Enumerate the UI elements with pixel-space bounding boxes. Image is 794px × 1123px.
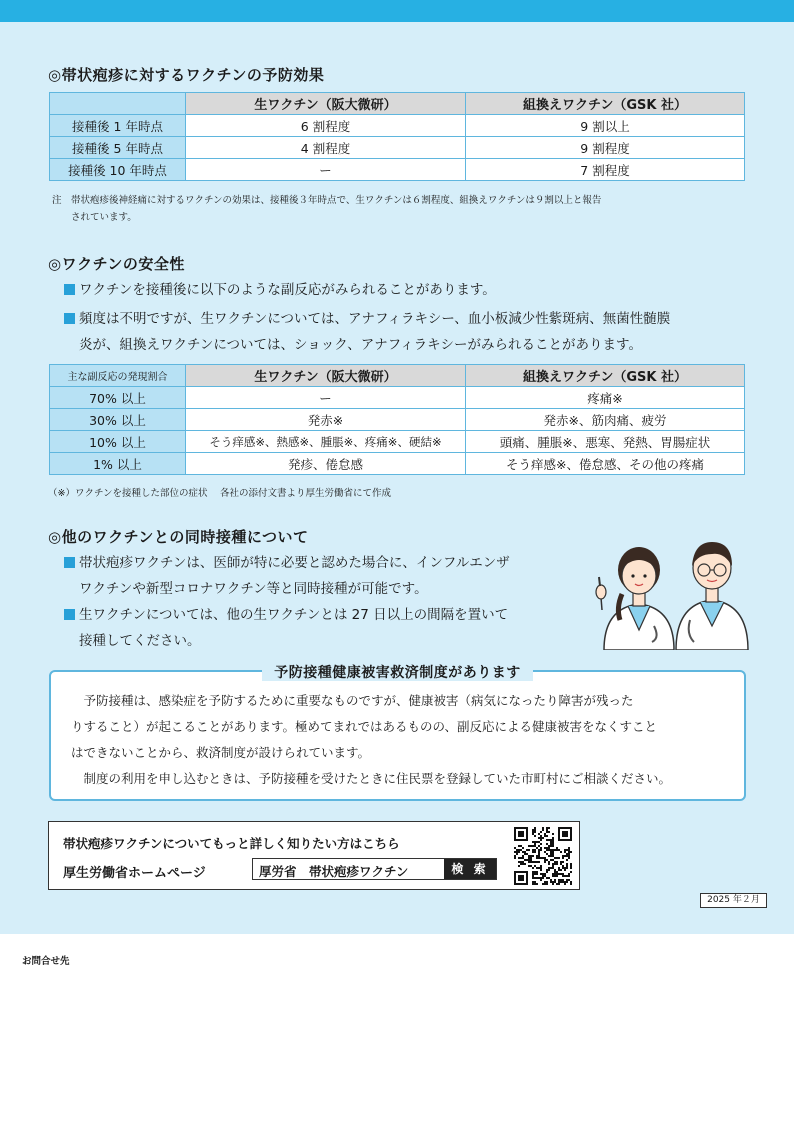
table-cell: 接種後 1 年時点	[50, 115, 186, 137]
table-cell: 7 割程度	[466, 159, 745, 181]
safety-bullet	[64, 306, 670, 358]
note-line: 注 帯状疱疹後神経痛に対するワクチンの効果は、接種後３年時点で、生ワクチンは６割程度、組換えワクチンは９割以上と報告	[52, 195, 602, 206]
table-row	[50, 137, 745, 159]
publish-date: 2025 年２月	[700, 893, 767, 908]
mhlw-site-label: 厚生労働省ホームページ	[63, 866, 206, 881]
table-row	[50, 159, 745, 181]
table-header-cell: 組換えワクチン（GSK 社）	[466, 93, 745, 115]
table-cell: 接種後 10 年時点	[50, 159, 186, 181]
bullet-text: 接種してください。	[79, 633, 201, 649]
bullet-text: 頻度は不明ですが、生ワクチンについては、アナフィラキシー、血小板減少性紫斑病、無菌性髄膜	[79, 311, 671, 327]
table-cell: 頭痛、腫脹※、悪寒、発熱、胃腸症状	[466, 431, 745, 453]
note-line: されています。	[71, 212, 137, 223]
table-header-cell	[50, 93, 186, 115]
efficacy-table	[49, 92, 745, 181]
search-box-text: 厚労省 帯状疱疹ワクチン	[259, 864, 409, 879]
table-row	[50, 431, 745, 453]
table-row	[50, 409, 745, 431]
bullet-square-icon	[64, 557, 75, 568]
female-doctor-icon	[596, 547, 674, 650]
bullet-text: 炎が、組換えワクチンについては、ショック、アナフィラキシーがみられることがあります。	[79, 337, 642, 353]
male-doctor-icon	[676, 542, 748, 650]
table-cell: 4 割程度	[186, 137, 466, 159]
relief-paragraph-2: 制度の利用を申し込むときは、予防接種を受けたときに住民票を登録していた市町村にご相談ください。	[71, 771, 672, 786]
doctors-illustration	[594, 530, 750, 650]
side-effects-table	[49, 364, 745, 475]
bullet-square-icon	[64, 313, 75, 324]
table-cell: そう痒感※、倦怠感、その他の疼痛	[466, 453, 745, 475]
relief-line: 予防接種は、感染症を予防するために重要なものですが、健康被害（病気になったり障害が残った	[71, 693, 634, 708]
table-cell: ー	[186, 159, 466, 181]
relief-line: はできないことから、救済制度が設けられています。	[71, 745, 371, 760]
table-header-cell: 生ワクチン（阪大微研）	[186, 93, 466, 115]
table-cell: そう痒感※、熱感※、腫脹※、疼痛※、硬結※	[186, 431, 466, 453]
bullet-square-icon	[64, 609, 75, 620]
simultaneous-bullet	[64, 550, 510, 602]
table-cell: 発赤※	[186, 409, 466, 431]
relief-paragraph-1	[71, 688, 731, 766]
table-cell: 1% 以上	[50, 453, 186, 475]
table-header-cell: 組換えワクチン（GSK 社）	[466, 365, 745, 387]
top-accent-bar	[0, 0, 794, 22]
table-cell: ー	[186, 387, 466, 409]
simultaneous-heading: ◎他のワクチンとの同時接種について	[48, 528, 309, 546]
relief-title	[51, 662, 744, 682]
relief-system-box	[49, 665, 746, 801]
side-effects-footnote: （※）ワクチンを接種した部位の症状 各社の添付文書より厚生労働省にて作成	[48, 488, 392, 499]
simultaneous-bullet	[64, 602, 508, 654]
table-cell: 9 割以上	[466, 115, 745, 137]
table-cell: 発赤※、筋肉痛、疲労	[466, 409, 745, 431]
search-button[interactable]: 検 索	[444, 859, 496, 879]
bullet-text: ワクチンや新型コロナワクチン等と同時接種が可能です。	[79, 581, 428, 597]
safety-bullet	[64, 277, 496, 303]
contact-label: お問合せ先	[22, 956, 70, 967]
efficacy-note	[52, 192, 601, 226]
bullet-text: 帯状疱疹ワクチンは、医師が特に必要と認めた場合に、インフルエンザ	[79, 555, 510, 571]
search-box[interactable]	[252, 858, 497, 880]
qr-code-icon[interactable]	[512, 825, 574, 887]
relief-title-text: 予防接種健康被害救済制度があります	[262, 665, 533, 681]
table-row	[50, 453, 745, 475]
table-row	[50, 387, 745, 409]
table-cell: 70% 以上	[50, 387, 186, 409]
table-cell: 6 割程度	[186, 115, 466, 137]
safety-heading: ◎ワクチンの安全性	[48, 255, 185, 273]
table-cell: 疼痛※	[466, 387, 745, 409]
table-cell: 30% 以上	[50, 409, 186, 431]
table-cell: 9 割程度	[466, 137, 745, 159]
efficacy-heading: ◎帯状疱疹に対するワクチンの予防効果	[48, 66, 325, 84]
table-header-row	[50, 365, 745, 387]
table-header-row	[50, 93, 745, 115]
table-row	[50, 115, 745, 137]
more-info-box	[48, 821, 580, 890]
table-header-cell: 主な副反応の発現割合	[50, 365, 186, 387]
bullet-square-icon	[64, 284, 75, 295]
table-cell: 接種後 5 年時点	[50, 137, 186, 159]
table-header-cell: 生ワクチン（阪大微研）	[186, 365, 466, 387]
bullet-text: 生ワクチンについては、他の生ワクチンとは 27 日以上の間隔を置いて	[79, 607, 509, 623]
relief-line: りすること）が起こることがあります。極めてまれではあるものの、副反応による健康被害をなくすこと	[71, 719, 658, 734]
bullet-text: ワクチンを接種後に以下のような副反応がみられることがあります。	[79, 282, 496, 298]
table-cell: 10% 以上	[50, 431, 186, 453]
more-info-text: 帯状疱疹ワクチンについてもっと詳しく知りたい方はこちら	[63, 836, 400, 851]
table-cell: 発疹、倦怠感	[186, 453, 466, 475]
